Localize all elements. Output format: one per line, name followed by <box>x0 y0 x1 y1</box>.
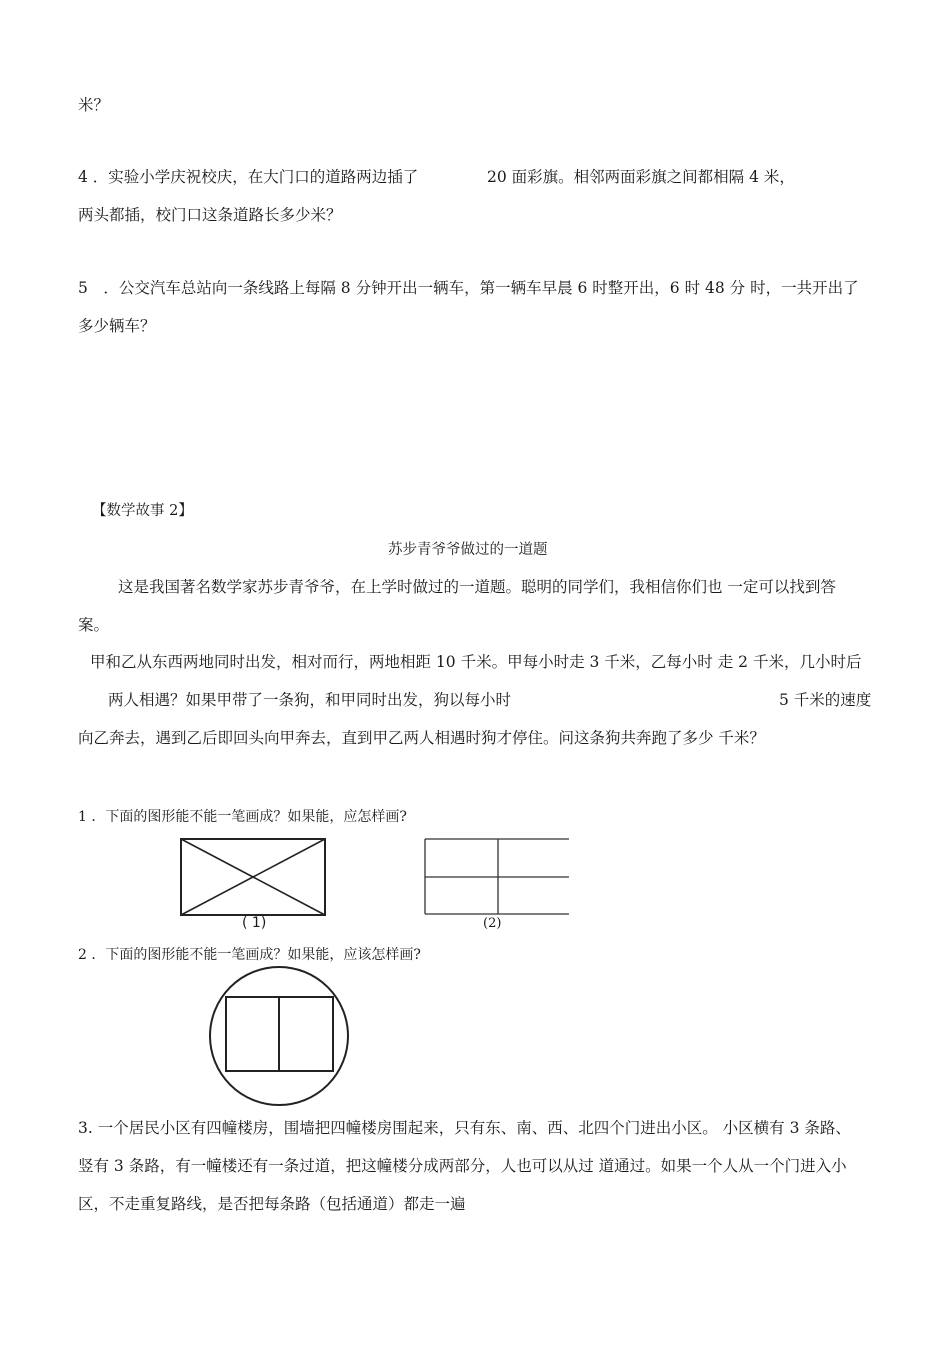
figure-1-rect-x <box>178 836 328 918</box>
question-4-line1b: 20 面彩旗。相邻两面彩旗之间都相隔 4 米， <box>487 168 795 186</box>
question-4-line2: 两头都插，校门口这条道路长多少米？ <box>78 206 342 224</box>
exercise-2-text: 2 ．下面的图形能不能一笔画成？如果能，应该怎样画? <box>78 947 421 963</box>
story-p2-line2b: 5 千米的速度 <box>779 691 872 709</box>
story-p2-line2a: 两人相遇？如果甲带了一条狗，和甲同时出发，狗以每小时 <box>108 691 512 709</box>
figure-3-circle-rect <box>207 964 351 1108</box>
story-heading: 【数学故事 2】 <box>92 503 193 519</box>
figure-2-grid <box>423 837 573 917</box>
continued-text: 米？ <box>78 96 110 114</box>
story-p2-line3: 向乙奔去，遇到乙后即回头向甲奔去，直到甲乙两人相遇时狗才停住。问这条狗共奔跑了多少 千米？ <box>78 729 765 747</box>
figure-2-caption: (2) <box>483 916 502 931</box>
story-p2-line1: 甲和乙从东西两地同时出发，相对而行，两地相距 10 千米。甲每小时走 3 千米，乙每小时 走 2 千米，几小时后 <box>90 653 862 671</box>
exercise-1-text: 1 ．下面的图形能不能一笔画成？如果能，应怎样画? <box>78 809 407 825</box>
exercise-3-line1: 3. 一个居民小区有四幢楼房，围墙把四幢楼房围起来，只有东、南、西、北四个门进出小区。 小区横有 3 条路、 <box>78 1119 851 1137</box>
story-p1-line2: 案。 <box>78 616 110 634</box>
question-4-line1a: 4 ．实验小学庆祝校庆，在大门口的道路两边插了 <box>78 168 419 186</box>
exercise-3-line2: 竖有 3 条路，有一幢楼还有一条过道，把这幢楼分成两部分，人也可以从过 道通过。如果一个人从一个门进入小 <box>78 1157 847 1175</box>
story-p1-line1: 这是我国著名数学家苏步青爷爷，在上学时做过的一道题。聪明的同学们，我相信你们也 一定可以找到答 <box>118 578 836 596</box>
figure-1-caption: ( 1) <box>242 915 267 931</box>
story-title: 苏步青爷爷做过的一道题 <box>388 542 548 558</box>
exercise-3-line3: 区，不走重复路线，是否把每条路（包括通道）都走一遍 <box>78 1195 466 1213</box>
question-5-line1: 5 ．公交汽车总站向一条线路上每隔 8 分钟开出一辆车，第一辆车早晨 6 时整开出，6 时 48 分 时，一共开出了 <box>78 279 859 297</box>
question-5-line2: 多少辆车？ <box>78 317 156 335</box>
